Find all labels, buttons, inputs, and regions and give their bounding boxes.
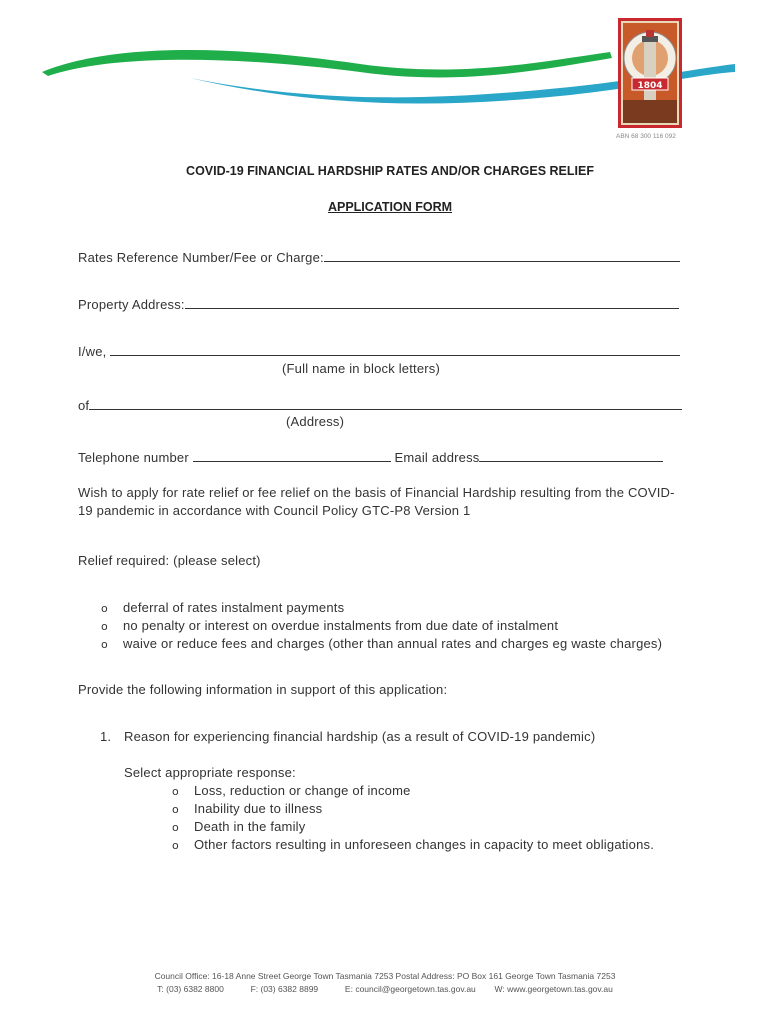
reason-option[interactable] (172, 837, 654, 852)
phone-prefix: T: (157, 984, 164, 994)
relief-option-label: no penalty or interest on overdue instalments from due date of instalment (123, 618, 559, 633)
council-logo (618, 18, 682, 128)
checkbox-bullet-icon[interactable]: o (172, 821, 179, 834)
relief-label: Relief required: (please select) (78, 553, 261, 568)
statement-line-1: Wish to apply for rate relief or fee relief on the basis of Financial Hardship resulting from the COVID- (78, 485, 675, 500)
fullname-input-line[interactable] (110, 343, 680, 356)
footer-contacts (0, 984, 770, 994)
reason-option-label: Inability due to illness (194, 801, 323, 816)
footer-phone: (03) 6382 8800 (166, 984, 224, 994)
reason-heading (100, 729, 595, 744)
checkbox-bullet-icon[interactable]: o (172, 785, 179, 798)
iwe-label: I/we, (78, 344, 107, 359)
checkbox-bullet-icon[interactable]: o (101, 620, 108, 633)
rates-ref-input-line[interactable] (324, 249, 680, 262)
fullname-hint: (Full name in block letters) (282, 361, 441, 376)
reason-option-label: Loss, reduction or change of income (194, 783, 411, 798)
statement-line-2: 19 pandemic in accordance with Council Policy GTC-P8 Version 1 (78, 503, 471, 518)
fax-prefix: F: (250, 984, 259, 994)
checkbox-bullet-icon[interactable]: o (172, 839, 179, 852)
property-input-line[interactable] (185, 296, 679, 309)
address-hint: (Address) (286, 414, 345, 429)
checkbox-bullet-icon[interactable]: o (172, 803, 179, 816)
telephone-input-line[interactable] (193, 449, 391, 462)
email-prefix: E: (344, 984, 353, 994)
of-label: of (78, 398, 90, 413)
reason-label: Reason for experiencing financial hardship (as a result of COVID-19 pandemic) (124, 729, 596, 744)
relief-option[interactable] (101, 600, 344, 615)
email-label: Email address (394, 450, 480, 465)
reason-option-label: Death in the family (194, 819, 306, 834)
footer-address: Council Office: 16-18 Anne Street George Town Tasmania 7253 Postal Address: PO Box 161 George Town Tasmania 7253 (154, 971, 616, 981)
iwe-row (78, 343, 680, 359)
footer-email[interactable]: council@georgetown.tas.gov.au (355, 984, 476, 994)
telephone-label: Telephone number (78, 450, 189, 465)
checkbox-bullet-icon[interactable]: o (101, 638, 108, 651)
footer-fax: (03) 6382 8899 (260, 984, 319, 994)
logo-year: 1804 (637, 81, 663, 91)
relief-option-label: deferral of rates instalment payments (123, 600, 345, 615)
of-row (78, 397, 682, 413)
reason-number: 1. (100, 729, 112, 744)
reason-option[interactable] (172, 819, 305, 834)
footer-web[interactable]: www.georgetown.tas.gov.au (507, 984, 613, 994)
reason-option[interactable] (172, 783, 411, 798)
reason-option[interactable] (172, 801, 322, 816)
checkbox-bullet-icon[interactable]: o (101, 602, 108, 615)
support-label: Provide the following information in support of this application: (78, 682, 448, 697)
relief-option[interactable] (101, 618, 558, 633)
relief-option-label: waive or reduce fees and charges (other than annual rates and charges eg waste charges) (123, 636, 663, 651)
email-input-line[interactable] (479, 449, 663, 462)
relief-option[interactable] (101, 636, 662, 651)
web-prefix: W: (494, 984, 505, 994)
property-row (78, 296, 679, 312)
form-title: COVID-19 FINANCIAL HARDSHIP RATES AND/OR CHARGES RELIEF (186, 164, 594, 178)
reason-option-label: Other factors resulting in unforeseen changes in capacity to meet obligations. (194, 837, 655, 852)
abn-text: ABN 68 300 116 092 (616, 133, 676, 140)
address-input-line[interactable] (89, 397, 682, 410)
form-subtitle: APPLICATION FORM (327, 200, 453, 214)
property-label: Property Address: (78, 297, 185, 312)
contact-row (78, 449, 663, 465)
rates-ref-row (78, 249, 680, 265)
green-wave (42, 50, 612, 77)
rates-ref-label: Rates Reference Number/Fee or Charge: (78, 250, 324, 265)
select-label: Select appropriate response: (124, 765, 296, 780)
